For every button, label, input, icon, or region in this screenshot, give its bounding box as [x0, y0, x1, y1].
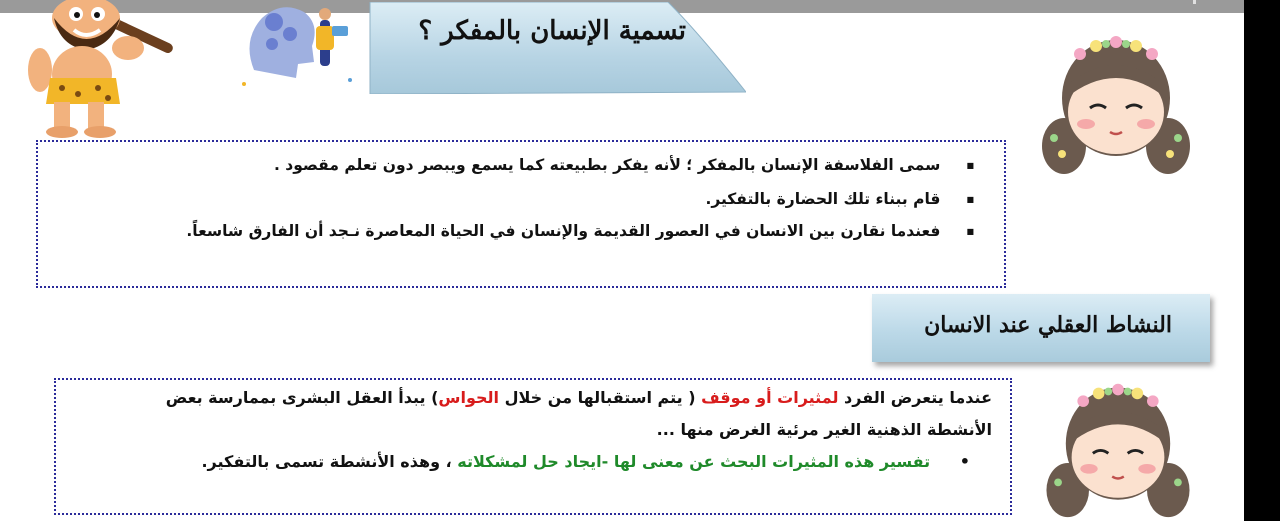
- section2-line-1: [166, 388, 992, 407]
- section1-bullet-1: ■ سمى الفلاسفة الإنسان بالمفكر ؛ لأنه يفكر بطبيعته كما يسمع ويبصر دون تعلم مقصود .: [274, 156, 974, 174]
- thinking-head-icon: [228, 0, 368, 96]
- section1-bullet-3: ■ فعندما نقارن بين الانسان في العصور القديمة والإنسان في الحياة المعاصرة نـجد أن الفارق شاسعاً.: [186, 222, 974, 240]
- line3-highlight-activities: تفسير هذه المثيرات البحث عن معنى لها -ايجاد حل لمشكلاته: [457, 452, 931, 471]
- line1-highlight-stimuli: لمثيرات أو موقف: [701, 388, 839, 407]
- line1-text-b: ( يتم استقبالها من خلال: [499, 388, 702, 407]
- section2-line-3: [201, 452, 970, 471]
- line1-text-a: عندما يتعرض الفرد: [838, 388, 992, 407]
- right-edge-strip: [1244, 0, 1280, 521]
- section1-content-box: [36, 140, 1006, 288]
- section2-title: النشاط العقلي عند الانسان: [924, 312, 1172, 338]
- section2-title-banner: [872, 294, 1210, 362]
- caveman-icon: [16, 0, 176, 140]
- girl-flower-crown-icon-2: [1042, 376, 1194, 521]
- girl-flower-crown-icon: [1040, 28, 1192, 178]
- section1-title: تسمية الإنسان بالمفكر ؟: [418, 16, 686, 46]
- section2-line-2: الأنشطة الذهنية الغير مرئية الغرض منها ...: [656, 420, 992, 439]
- line1-text-c: ) يبدأ العقل البشرى بممارسة بعض: [165, 388, 439, 407]
- top-bar-tick: [1193, 0, 1196, 4]
- line3-text: ، وهذه الأنشطة تسمى بالتفكير.: [201, 452, 458, 471]
- section1-bullet-2: ■ قام ببناء تلك الحضارة بالتفكير.: [705, 190, 974, 208]
- section2-content-box: [54, 378, 1012, 515]
- section1-title-banner: [368, 2, 746, 94]
- line1-highlight-senses: الحواس: [438, 388, 500, 407]
